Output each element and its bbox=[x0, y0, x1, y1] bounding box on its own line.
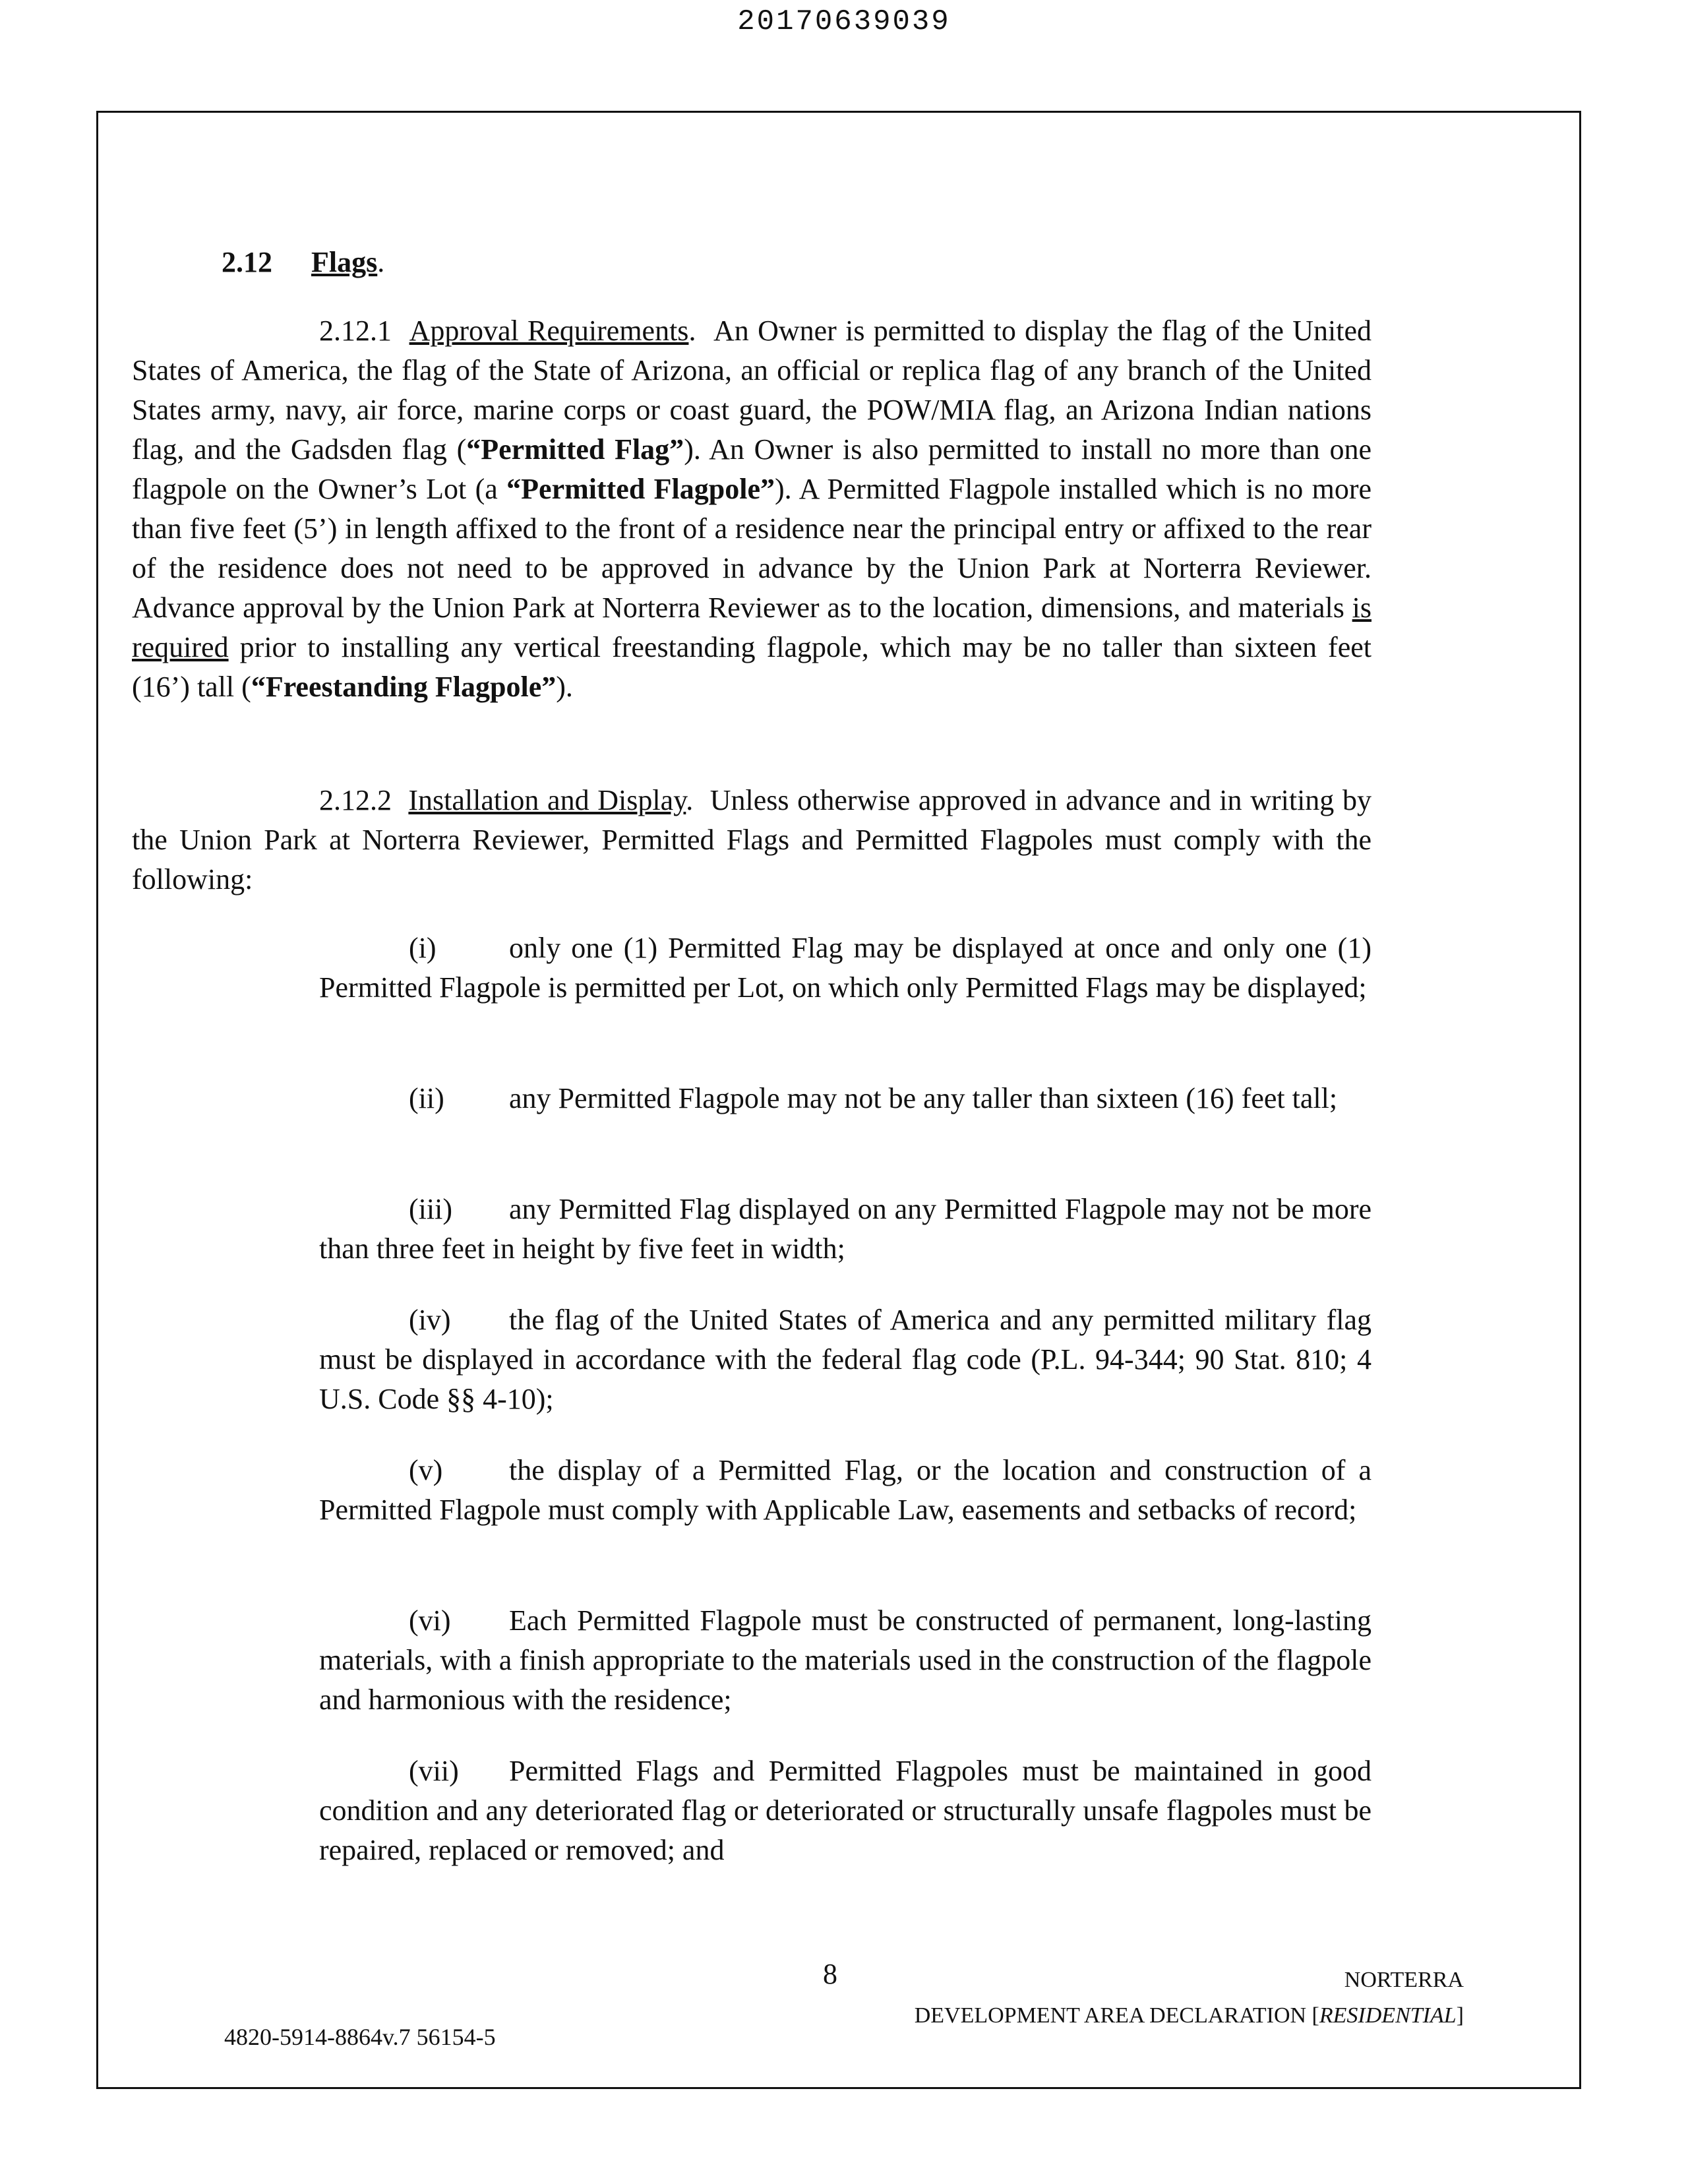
list-item bbox=[319, 928, 1372, 1008]
defined-term: “Freestanding Flagpole” bbox=[251, 671, 557, 703]
list-item-text: any Permitted Flagpole may not be any taller than sixteen (16) feet tall; bbox=[509, 1082, 1338, 1114]
paragraph-approval-requirements: 2.12.1 Approval Requirements. An Owner is permitted to display the flag of the United States of America, the flag of the State of Arizona, an official or replica flag of any branch of the United States army, navy, air force, marine corps or coast guard, the POW/MIA flag, an Arizona Indian nations flag, and the Gadsden flag (“Permitted Flag”). An Owner is also permitted to install no more than one flagpole on the Owner’s Lot (a “Permitted Flagpole”). A Permitted Flagpole installed which is no more than five feet (5’) in length affixed to the front of a residence near the principal entry or affixed to the rear of the residence does not need to be approved in advance by the Union Park at Norterra Reviewer. Advance approval by the Union Park at Norterra Reviewer as to the location, dimensions, and materials is required prior to installing any vertical freestanding flagpole, which may be no taller than sixteen feet (16’) tall (“Freestanding Flagpole”). bbox=[132, 315, 1372, 703]
list-item-text: Permitted Flags and Permitted Flagpoles must be maintained in good condition and any deteriorated flag or deteriorated or structurally unsafe flagpoles must be repaired, replaced or removed; and bbox=[319, 1755, 1372, 1866]
list-item-text: any Permitted Flag displayed on any Permitted Flagpole may not be more than three feet in height by five feet in width; bbox=[319, 1193, 1372, 1265]
list-item bbox=[319, 1190, 1372, 1269]
paragraph-number: 2.12.1 bbox=[319, 315, 392, 347]
list-item-text: the flag of the United States of America and any permitted military flag must be displayed in accordance with the federal flag code (P.L. 94-344; 90 Stat. 810; 4 U.S. Code §§ 4-10); bbox=[319, 1304, 1372, 1415]
list-marker: (i) bbox=[409, 932, 437, 964]
paragraph-number: 2.12.2 bbox=[319, 784, 392, 816]
paragraph-text: ). bbox=[556, 671, 573, 703]
list-marker: (v) bbox=[409, 1454, 443, 1486]
document-number: 20170639039 bbox=[737, 5, 951, 38]
defined-term: “Permitted Flag” bbox=[466, 433, 684, 466]
list-item-text: only one (1) Permitted Flag may be displayed at once and only one (1) Permitted Flagpole is permitted per Lot, on which only Permitted Flags may be displayed; bbox=[319, 932, 1372, 1004]
footer-document-title bbox=[738, 1962, 1464, 2034]
paragraph-heading: Installation and Display bbox=[408, 784, 686, 816]
defined-term: “Permitted Flagpole” bbox=[506, 473, 775, 505]
list-item bbox=[319, 1079, 1372, 1118]
paragraph-text: prior to installing any vertical freestanding flagpole, which may be no taller than sixteen feet (16’) tall ( bbox=[132, 631, 1372, 703]
list-marker: (iv) bbox=[409, 1304, 451, 1336]
paragraph-text: Unless otherwise approved in advance and in writing by the Union Park at Norterra Reviewer, Permitted Flags and Permitted Flagpoles must comply with the following: bbox=[132, 784, 1372, 895]
list-item bbox=[319, 1601, 1372, 1720]
footer-title-line-2: DEVELOPMENT AREA DECLARATION [RESIDENTIAL] bbox=[914, 2003, 1464, 2028]
list-marker: (iii) bbox=[409, 1193, 452, 1225]
page-number: 8 bbox=[823, 1958, 837, 1990]
list-item-text: Each Permitted Flagpole must be constructed of permanent, long-lasting materials, with a finish appropriate to the materials used in the construction of the flagpole and harmonious with the residence; bbox=[319, 1604, 1372, 1716]
list-item bbox=[319, 1451, 1372, 1530]
underlined-phrase: is required bbox=[132, 592, 1372, 663]
list-item-text: the display of a Permitted Flag, or the location and construction of a Permitted Flagpole must comply with Applicable Law, easements and setbacks of record; bbox=[319, 1454, 1372, 1526]
paragraph-text: An Owner is permitted to display the flag of the United States of America, the flag of the State of Arizona, an official or replica flag of any branch of the United States army, navy, air force, marine corps or coast guard, the POW/MIA flag, an Arizona Indian nations flag, and the Gadsden flag ( bbox=[132, 315, 1372, 466]
list-marker: (vi) bbox=[409, 1604, 451, 1637]
paragraph-heading: Approval Requirements bbox=[409, 315, 689, 347]
list-marker: (ii) bbox=[409, 1082, 444, 1114]
section-heading: 2.12 Flags. bbox=[222, 243, 749, 282]
paragraph-installation-display: 2.12.2 Installation and Display. Unless otherwise approved in advance and in writing by the Union Park at Norterra Reviewer, Permitted Flags and Permitted Flagpoles must comply with the following: bbox=[132, 784, 1372, 895]
list-marker: (vii) bbox=[409, 1755, 459, 1787]
list-item bbox=[319, 1300, 1372, 1419]
footer-document-id: 4820-5914-8864v.7 56154-5 bbox=[224, 2024, 496, 2050]
section-number: 2.12 bbox=[222, 246, 272, 278]
section-title: Flags bbox=[311, 246, 378, 278]
list-item bbox=[319, 1751, 1372, 1870]
paragraph-text: ). An Owner is also permitted to install no more than one flagpole on the Owner’s Lot (a bbox=[132, 433, 1372, 505]
paragraph-text: ). A Permitted Flagpole installed which is no more than five feet (5’) in length affixed to the front of a residence near the principal entry or affixed to the rear of the residence does not need to be approved in advance by the Union Park at Norterra Reviewer. Advance approval by the Union Park at Norterra Reviewer as to the location, dimensions, and materials bbox=[132, 473, 1372, 624]
footer-title-line-1: NORTERRA bbox=[1344, 1968, 1464, 1992]
